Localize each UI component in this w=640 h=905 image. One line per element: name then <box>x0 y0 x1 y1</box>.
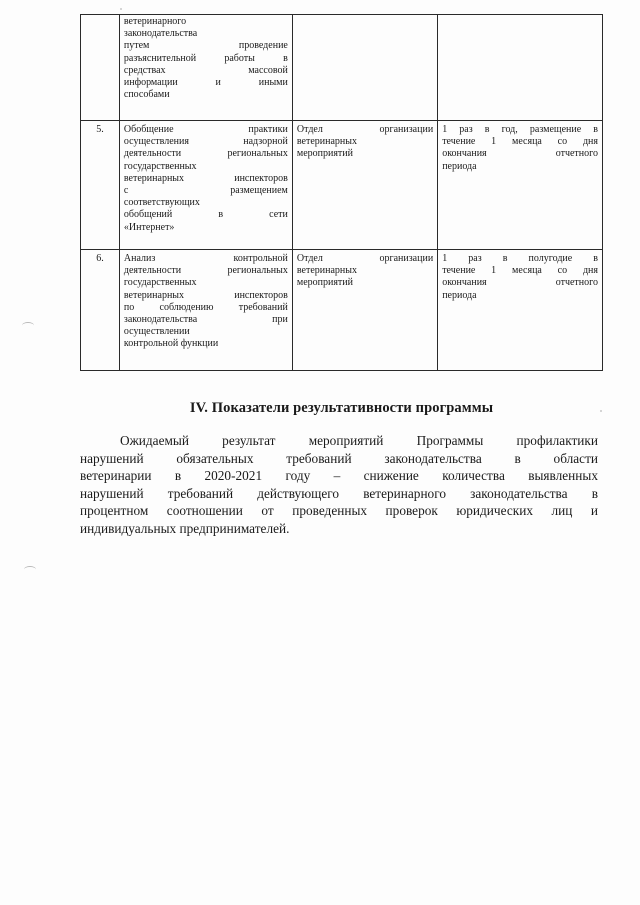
cell-text-line: обобщений в сети <box>123 209 288 221</box>
paragraph-line: нарушений требований действующего ветеринарного законодательства в <box>80 485 598 501</box>
cell-text-line: законодательства при <box>123 314 288 326</box>
activities-table <box>80 14 603 371</box>
deadline-cell <box>438 15 603 121</box>
results-paragraph <box>80 432 598 537</box>
deadline-cell <box>438 250 603 371</box>
paragraph-line: ветеринарии в 2020-2021 году – снижение количества выявленных <box>80 468 598 483</box>
deadline-cell <box>438 121 603 250</box>
cell-text-line: осуществлении <box>123 326 190 338</box>
table-row <box>81 15 603 121</box>
cell-text-line: соответствующих <box>123 197 200 209</box>
cell-text-line: Отдел организации <box>296 253 434 264</box>
cell-text-line: средствах массовой <box>123 64 288 76</box>
cell-text-line: Анализ контрольной <box>123 253 288 264</box>
cell-text-line: «Интернет» <box>123 221 175 233</box>
paragraph-line: процентном соотношении от проведенных проверок юридических лиц и <box>80 503 598 518</box>
responsible-unit-cell <box>292 15 437 121</box>
row-number-cell: 6. <box>81 250 120 371</box>
cell-text-line: государственных <box>123 277 197 289</box>
row-number-cell <box>81 15 120 121</box>
cell-text-line: ветеринарных <box>296 136 357 148</box>
scan-speck <box>120 8 122 10</box>
cell-text-line: периода <box>442 289 477 301</box>
responsible-unit-cell <box>292 250 437 371</box>
activity-description-cell <box>119 250 292 371</box>
cell-text-line: с размещением <box>123 185 288 197</box>
cell-text-line: Отдел организации <box>296 124 434 135</box>
cell-text-line: по соблюдению требований <box>123 301 288 313</box>
cell-text-line: разъяснительной работы в <box>123 52 288 64</box>
cell-text-line: течение 1 месяца со дня <box>442 136 598 148</box>
cell-text-line: ветеринарного <box>123 16 187 27</box>
cell-text-line: Обобщение практики <box>123 124 288 135</box>
paragraph-line: нарушений обязательных требований законодательства в области <box>80 450 598 466</box>
cell-text-line: периода <box>442 160 477 172</box>
table-row <box>81 250 603 371</box>
scan-margin-mark <box>24 566 36 573</box>
scan-speck <box>600 410 602 412</box>
activity-description-cell <box>119 15 292 121</box>
paragraph-line: индивидуальных предпринимателей. <box>80 520 290 536</box>
cell-text-line: ветеринарных инспекторов <box>123 172 288 184</box>
cell-text-line: ветеринарных <box>296 265 357 277</box>
cell-text-line: течение 1 месяца со дня <box>442 265 598 277</box>
cell-text-line: деятельности региональных <box>123 148 288 160</box>
responsible-unit-cell <box>292 121 437 250</box>
cell-text-line: деятельности региональных <box>123 265 288 277</box>
cell-text-line: путем проведение <box>123 40 288 52</box>
cell-text-line: контрольной функции <box>123 338 219 350</box>
cell-text-line: 1 раз в год, размещение в <box>442 124 598 135</box>
cell-text-line: 1 раз в полугодие в <box>442 253 598 264</box>
cell-text-line: законодательства <box>123 28 198 40</box>
cell-text-line: информации и иными <box>123 77 288 89</box>
activities-table-body <box>81 15 603 371</box>
cell-text-line: осуществления надзорной <box>123 136 288 148</box>
section-title: IV. Показатели результативности программы <box>189 400 494 416</box>
cell-text-line: мероприятий <box>296 148 354 160</box>
cell-text-line: ветеринарных инспекторов <box>123 289 288 301</box>
cell-text-line: способами <box>123 89 170 101</box>
paragraph-line: Ожидаемый результат мероприятий Программы профилактики <box>120 433 598 448</box>
cell-text-line: мероприятий <box>296 277 354 289</box>
row-number-cell: 5. <box>81 121 120 250</box>
scan-margin-mark <box>22 322 34 329</box>
activity-description-cell <box>119 121 292 250</box>
cell-text-line: окончания отчетного <box>442 277 598 289</box>
table-row <box>81 121 603 250</box>
cell-text-line: государственных <box>123 160 197 172</box>
cell-text-line: окончания отчетного <box>442 148 598 160</box>
